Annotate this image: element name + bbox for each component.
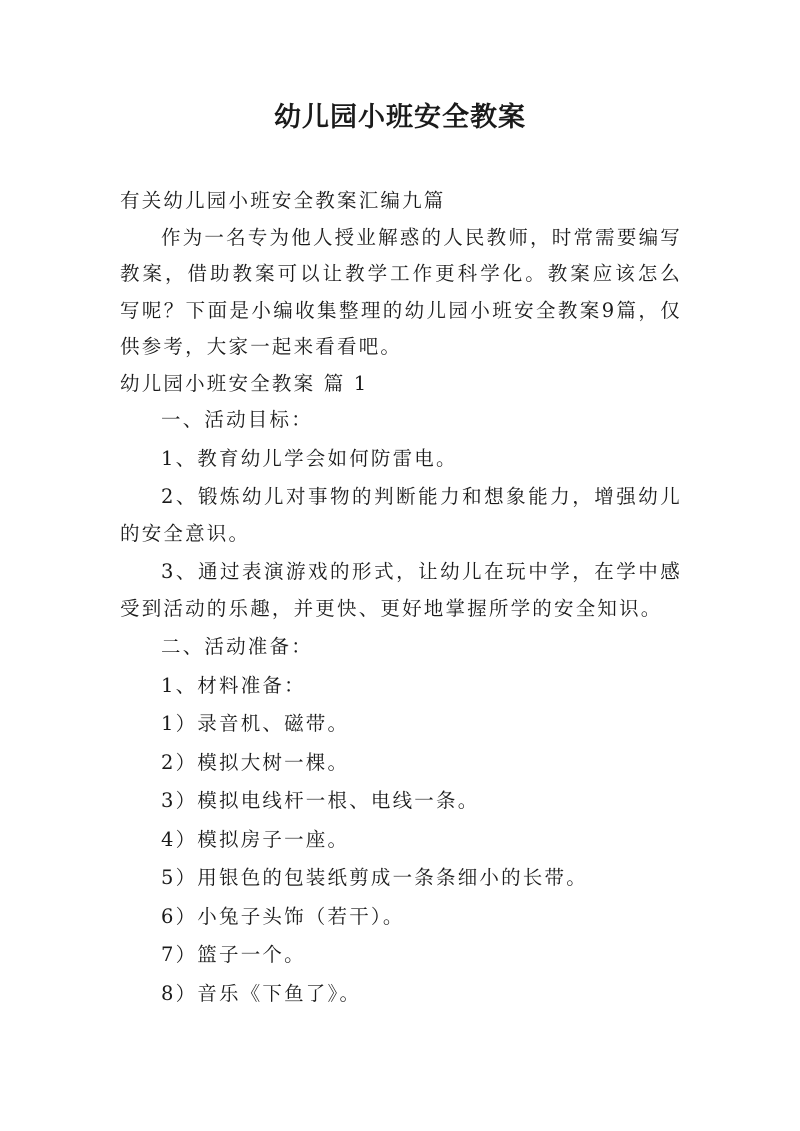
- materials-heading: 1、材料准备：: [161, 673, 306, 697]
- prep-heading: 二、活动准备：: [161, 635, 313, 658]
- material-item: 5）用银色的包装纸剪成一条条细小的长带。: [161, 866, 588, 889]
- material-item: 6）小兔子头饰（若干）。: [161, 904, 405, 928]
- intro-paragraph: 作为一名专为他人授业解惑的人民教师，时常需要编写教案，借助教案可以让教学工作更科学化。教案应该怎么写呢？下面是小编收集整理的幼儿园小班安全教案9篇，仅供参考，大家一起来看看吧。: [120, 225, 682, 358]
- section-heading: 幼儿园小班安全教案 篇 1: [120, 371, 369, 395]
- document-subtitle: 有关幼儿园小班安全教案汇编九篇: [120, 189, 446, 212]
- document-body: [120, 183, 682, 1012]
- document-title: 幼儿园小班安全教案: [274, 102, 526, 133]
- material-item: 3）模拟电线杆一根、电线一条。: [161, 789, 480, 812]
- material-item: 8）音乐《下鱼了》。: [161, 981, 362, 1005]
- material-item: 1）录音机、磁带。: [161, 712, 350, 735]
- goals-heading: 一、活动目标：: [161, 408, 313, 431]
- material-item: 4）模拟房子一座。: [161, 827, 350, 851]
- material-item: 7）篮子一个。: [161, 943, 306, 966]
- material-item: 2）模拟大树一棵。: [161, 750, 350, 774]
- goal-item-2: 2、锻炼幼儿对事物的判断能力和想象能力，增强幼儿的安全意识。: [120, 485, 682, 545]
- goal-item-1: 1、教育幼儿学会如何防雷电。: [161, 446, 458, 470]
- goal-item-3: 3、通过表演游戏的形式，让幼儿在玩中学，在学中感受到活动的乐趣，并更快、更好地掌握所学的安全知识。: [120, 560, 682, 620]
